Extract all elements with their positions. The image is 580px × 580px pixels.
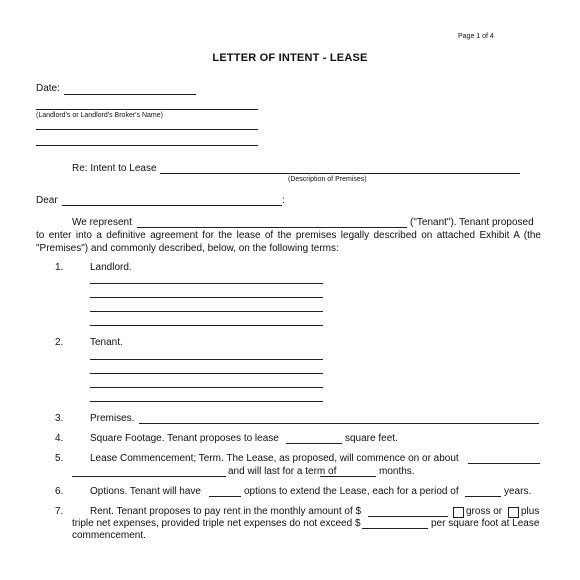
gross-checkbox[interactable] [453,507,464,518]
document-title: LETTER OF INTENT - LEASE [212,52,368,64]
item-4-number: 4. [55,433,64,444]
addressee-caption: (Landlord's or Landlord's Broker's Name) [36,112,163,119]
gross-label: gross or [466,506,503,517]
item-7-line3: commencement. [72,530,146,541]
item-3-number: 3. [55,413,64,424]
monthly-rent-field[interactable] [368,516,448,517]
item-1-number: 1. [55,262,64,273]
plus-label: plus [521,506,540,517]
item-6-mid: options to extend the Lease, each for a period of [244,486,459,497]
item-6-number: 6. [55,486,64,497]
tenant-line-1[interactable] [90,359,323,360]
triple-net-cap-field[interactable] [362,528,428,529]
addressee-line-3[interactable] [36,145,258,146]
item-5-number: 5. [55,453,64,464]
item-4-label: Square Footage. Tenant proposes to lease [90,433,279,444]
date-field[interactable] [64,94,196,95]
addressee-line-1[interactable] [36,109,258,110]
item-3-label: Premises. [90,413,135,424]
landlord-line-1[interactable] [90,283,323,284]
premises-field[interactable] [160,173,520,174]
landlord-line-3[interactable] [90,311,323,312]
page-number: Page 1 of 4 [458,33,494,40]
item-1-label: Landlord. [90,262,132,273]
dear-colon: : [282,195,285,206]
intro-line-2: to enter into a definitive agreement for the lease of the premises legally described on attached Exhibit A (the [36,230,541,241]
item-7-label: Rent. Tenant proposes to pay rent in the monthly amount of $ [90,506,362,517]
option-years-field[interactable] [465,496,501,497]
commencement-date-field[interactable] [468,463,540,464]
options-count-field[interactable] [209,496,241,497]
dear-label: Dear [36,195,58,206]
dear-name-field[interactable] [62,205,282,206]
tenant-line-2[interactable] [90,373,323,374]
item-2-number: 2. [55,337,64,348]
item-2-label: Tenant. [90,337,123,348]
square-footage-field[interactable] [286,443,342,444]
item-4-tail: square feet. [345,433,398,444]
item-6-label: Options. Tenant will have [90,486,201,497]
represented-party-field[interactable] [137,227,407,228]
intro-line-3: "Premises") and commonly described, below, on the following terms: [36,243,339,254]
landlord-line-2[interactable] [90,297,323,298]
item-5-line2b: months. [379,466,415,477]
premises-caption: (Description of Premises) [288,176,367,183]
re-label: Re: Intent to Lease [72,163,157,174]
tenant-line-4[interactable] [90,401,323,402]
term-months-field[interactable] [320,476,376,477]
tenant-line-3[interactable] [90,387,323,388]
intro-tenant-tag: ("Tenant"). Tenant proposed [410,217,534,228]
item-5-line2a: and will last for a term of [228,466,337,477]
intro-start: We represent [72,217,132,228]
landlord-line-4[interactable] [90,325,323,326]
item-7-line2b: per square foot at Lease [431,518,540,529]
plus-checkbox[interactable] [508,507,519,518]
date-label: Date: [36,83,60,94]
item-6-tail: years. [504,486,532,497]
item-5-label: Lease Commencement; Term. The Lease, as proposed, will commence on or about [90,453,459,464]
item-7-line2a: triple net expenses, provided triple net expenses do not exceed $ [72,518,361,529]
premises-description-field[interactable] [139,423,539,424]
item-7-number: 7. [55,506,64,517]
addressee-line-2[interactable] [36,129,258,130]
commencement-line-2-field[interactable] [72,476,226,477]
